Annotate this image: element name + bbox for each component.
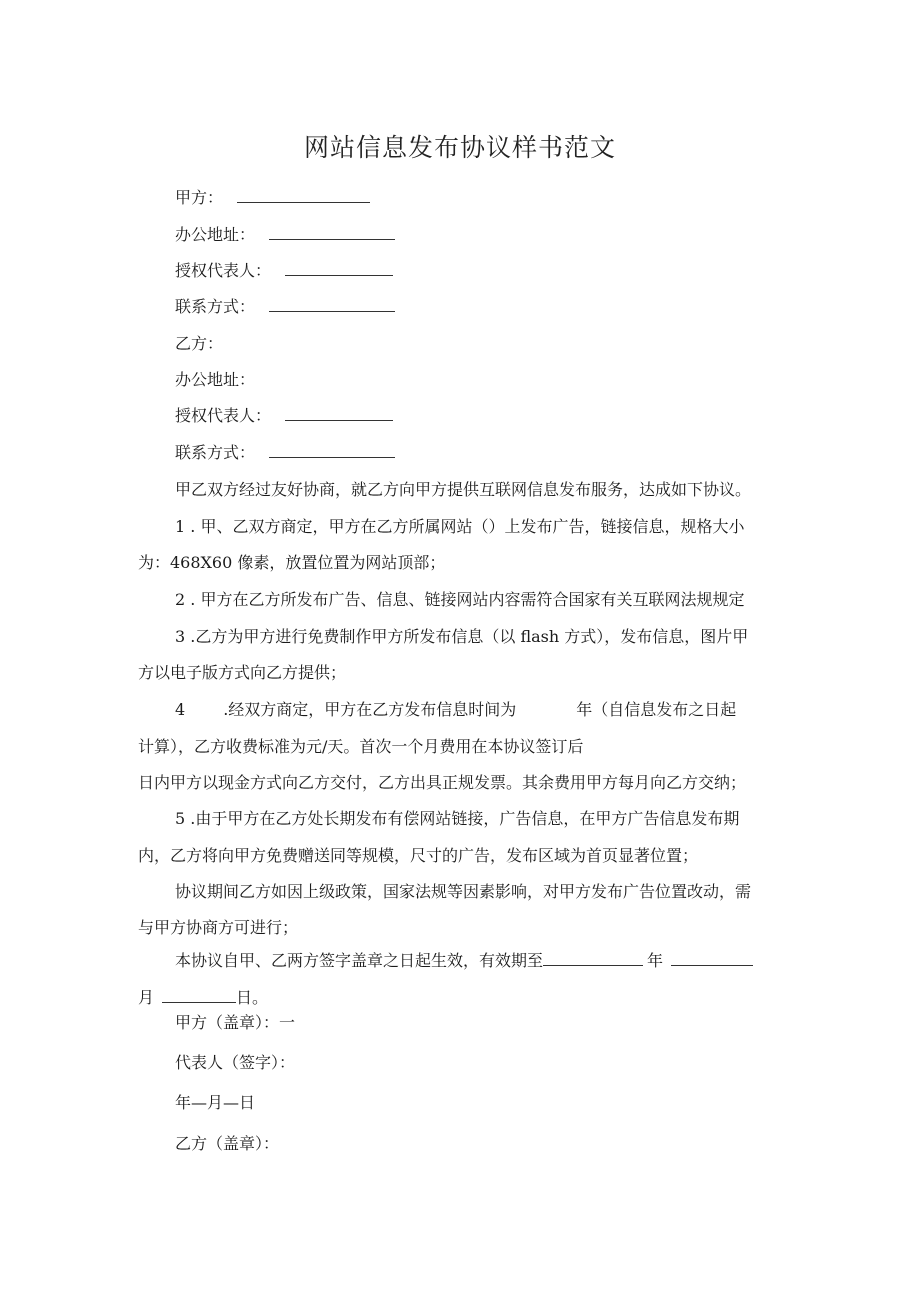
party-a-rep-line	[175, 261, 393, 281]
validity-year-label: 年	[647, 951, 664, 970]
clause-5-line-2: 内，乙方将向甲方免费赠送同等规模，尺寸的广告，发布区域为首页显著位置；	[138, 846, 699, 865]
validity-text: 本协议自甲、乙两方签字盖章之日起生效，有效期至	[175, 951, 544, 970]
party-a-address-blank	[269, 225, 395, 240]
clause-4-text-a: .经双方商定，甲方在乙方发布信息时间为	[223, 700, 517, 719]
validity-day-blank	[162, 988, 236, 1003]
party-b-address-line	[175, 370, 255, 390]
party-a-contact-blank	[269, 297, 395, 312]
clause-1-line-1: 1 . 甲、乙双方商定，甲方在乙方所属网站（）上发布广告，链接信息，规格大小	[175, 517, 745, 536]
paragraph-6-line-2: 与甲方协商方可进行；	[138, 918, 299, 937]
document-title: 网站信息发布协议样书范文	[303, 133, 616, 162]
clause-2: 2 . 甲方在乙方所发布广告、信息、链接网站内容需符合国家有关互联网法规规定	[175, 590, 745, 609]
party-a-contact-label: 联系方式：	[175, 297, 256, 316]
party-a-rep-blank	[285, 261, 393, 276]
clause-3-line-1: 3 .乙方为甲方进行免费制作甲方所发布信息（以 flash 方式），发布信息，图片甲	[175, 627, 749, 646]
party-b-name-label: 乙方：	[175, 334, 224, 353]
party-b-rep-blank	[285, 406, 393, 421]
validity-month-blank	[671, 951, 753, 966]
clause-4-line-1	[175, 700, 736, 720]
party-a-rep-label: 授权代表人：	[175, 261, 272, 280]
party-b-contact-label: 联系方式：	[175, 443, 256, 462]
party-a-name-line	[175, 188, 370, 208]
party-a-address-label: 办公地址：	[175, 225, 256, 244]
clause-3-line-2: 方以电子版方式向乙方提供；	[138, 663, 347, 682]
intro-paragraph: 甲乙双方经过友好协商，就乙方向甲方提供互联网信息发布服务，达成如下协议。	[175, 480, 752, 499]
validity-month-label: 月	[138, 988, 155, 1007]
party-a-seal: 甲方（盖章）：一	[175, 1013, 296, 1032]
clause-4-line-3: 日内甲方以现金方式向乙方交付，乙方出具正规发票。其余费用甲方每月向乙方交纳；	[138, 773, 747, 792]
clause-4-text-b: 年（自信息发布之日起	[576, 700, 737, 719]
signature-date: 年—月—日	[175, 1093, 256, 1112]
validity-day-label: 日。	[236, 988, 269, 1007]
paragraph-6-line-1: 协议期间乙方如因上级政策，国家法规等因素影响，对甲方发布广告位置改动，需	[175, 882, 752, 901]
clause-4-line-2: 计算），乙方收费标准为元/天。首次一个月费用在本协议签订后	[138, 737, 584, 756]
party-b-rep-line	[175, 406, 393, 426]
party-b-address-label: 办公地址：	[175, 370, 256, 389]
party-a-contact-line	[175, 297, 395, 317]
party-a-address-line	[175, 225, 395, 245]
representative-signature: 代表人（签字）：	[175, 1053, 296, 1072]
party-b-seal: 乙方（盖章）：	[175, 1134, 280, 1153]
party-b-contact-line	[175, 443, 395, 463]
party-b-contact-blank	[269, 443, 395, 458]
party-a-name-label: 甲方：	[175, 188, 224, 207]
clause-1-line-2: 为：468X60 像素，放置位置为网站顶部；	[138, 553, 446, 572]
clause-5-line-1: 5 .由于甲方在乙方处长期发布有偿网站链接，广告信息，在甲方广告信息发布期	[175, 809, 740, 828]
validity-year-blank	[543, 951, 643, 966]
paragraph-7-line-1	[175, 951, 753, 971]
party-b-name-line	[175, 334, 223, 354]
clause-4-number: 4	[175, 700, 186, 719]
party-a-name-blank	[237, 188, 370, 203]
party-b-rep-label: 授权代表人：	[175, 406, 272, 425]
paragraph-7-line-2	[138, 988, 268, 1008]
